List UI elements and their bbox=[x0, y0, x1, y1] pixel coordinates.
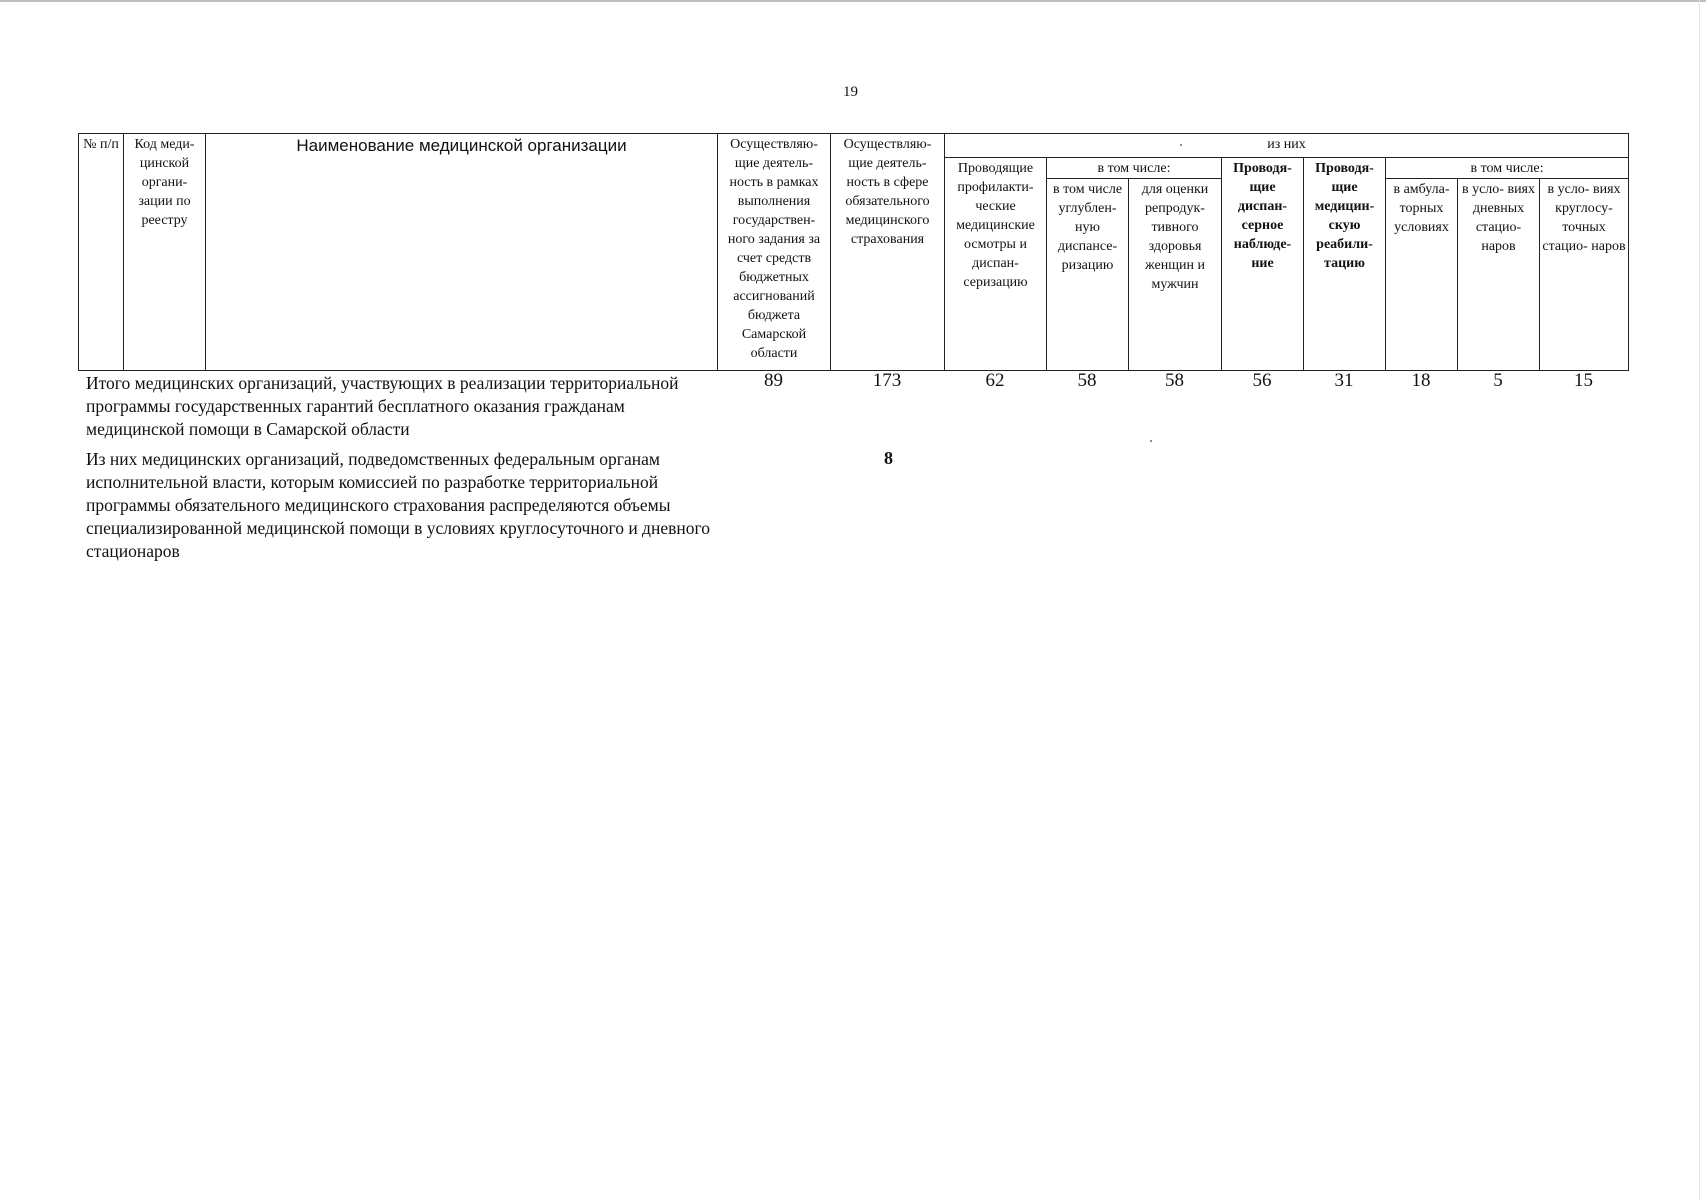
total-repro-value: 58 bbox=[1165, 370, 1184, 391]
header-num: № п/п bbox=[79, 134, 124, 371]
total-prof-value: 62 bbox=[985, 370, 1005, 391]
header-budget: Осуществляю- щие деятель- ность в рамках выполнения государствен- ного задания за счет средств бюджетных ассигнований бюджета Самарской области bbox=[718, 134, 831, 371]
total-budget-value: 89 bbox=[764, 370, 783, 391]
federal-label: Из них медицинских организаций, подведомственных федеральным органам исполнительной власти, которым комиссией по разработке территориальной программы обязательного медицинского страхования распределяются объемы специализированной медицинской помощи в условиях круглосуточного и дневного стационаров bbox=[86, 449, 710, 561]
header-day: в усло- виях дневных стацио- наров bbox=[1458, 179, 1540, 371]
header-disp: Проводя- щие диспан- серное наблюде- ние bbox=[1222, 158, 1304, 371]
total-rehab-value: 31 bbox=[1334, 370, 1354, 391]
header-rehab: Проводя- щие медицин- скую реабили- тацию bbox=[1304, 158, 1386, 371]
header-name: Наименование медицинской организации bbox=[206, 134, 718, 371]
page-number: 19 bbox=[843, 84, 858, 100]
total-amb-value: 18 bbox=[1411, 370, 1431, 391]
header-code: Код меди- цинской органи- зации по реестру bbox=[124, 134, 206, 371]
right-edge-line bbox=[1699, 0, 1700, 1200]
scan-speck bbox=[1150, 440, 1152, 442]
header-of-them: из них bbox=[945, 134, 1629, 158]
header-prof: Проводящие профилакти- ческие медицинские осмотры и диспан- серизацию bbox=[945, 158, 1047, 371]
total-disp-value: 56 bbox=[1252, 370, 1272, 391]
header-amb: в амбула- торных условиях bbox=[1386, 179, 1458, 371]
federal-value: 8 bbox=[884, 448, 893, 468]
scan-speck bbox=[1180, 144, 1182, 146]
header-oms: Осуществляю- щие деятель- ность в сфере обязательного медицинского страхования bbox=[831, 134, 945, 371]
total-oms-value: 173 bbox=[872, 370, 902, 391]
header-incl-1: в том числе: bbox=[1047, 158, 1222, 179]
header-round: в усло- виях круглосу- точных стацио- наров bbox=[1540, 179, 1629, 371]
header-deep: в том числе углублен- ную диспансе- ризацию bbox=[1047, 179, 1129, 371]
total-day-value: 5 bbox=[1493, 370, 1503, 391]
total-deep-value: 58 bbox=[1077, 370, 1097, 391]
header-repro: для оценки репродук- тивного здоровья женщин и мужчин bbox=[1129, 179, 1222, 371]
header-table bbox=[78, 133, 1629, 371]
total-round-value: 15 bbox=[1574, 370, 1593, 391]
top-border-line bbox=[0, 0, 1706, 2]
header-incl-2: в том числе: bbox=[1386, 158, 1629, 179]
total-label: Итого медицинских организаций, участвующих в реализации территориальной программы государственных гарантий бесплатного оказания гражданам медицинской помощи в Самарской области bbox=[86, 373, 679, 439]
